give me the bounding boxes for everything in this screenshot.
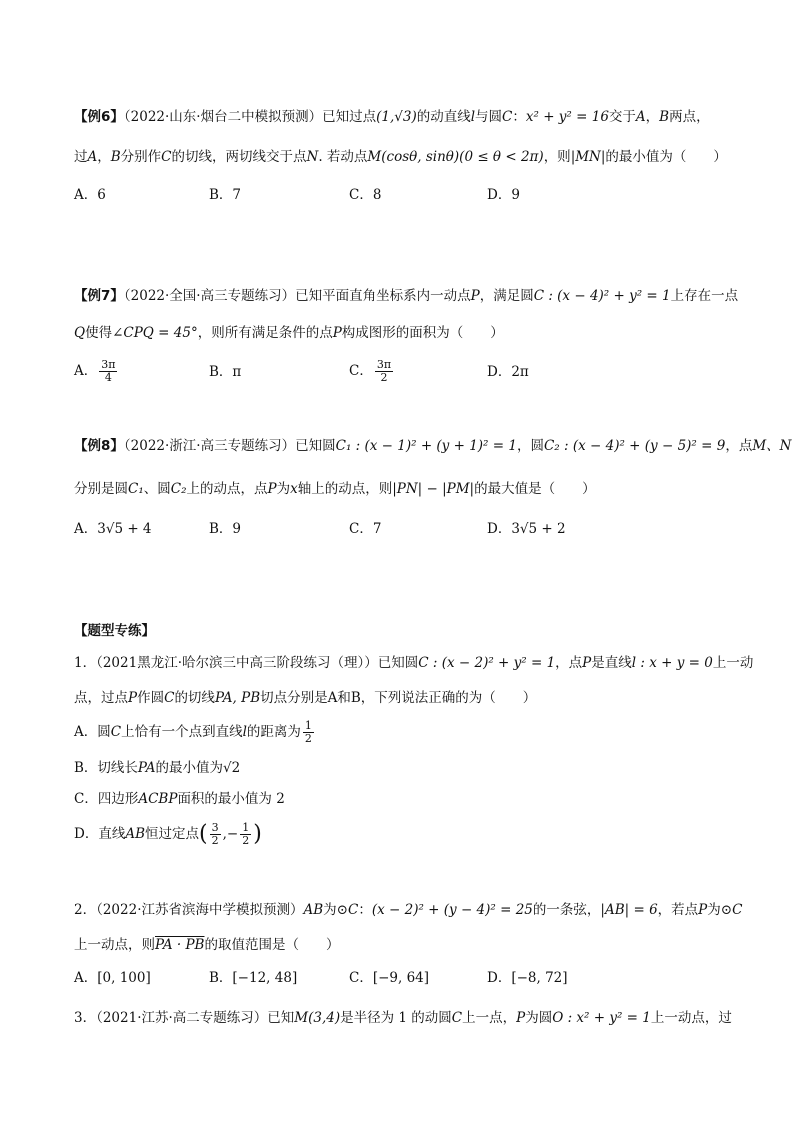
q1-option-a: A．圆C上恰有一个点到直线l的距离为 $\frac{1}{2}$ (74, 719, 312, 745)
q1-line-eq: l : x + y = 0 (631, 655, 713, 671)
ex6-tag: 【例6】 (74, 109, 124, 125)
ex8-line-2: 分别是圆C₁、圆C₂上的动点，点P为x轴上的动点，则|PN| − |PM|的最大值是（ ） (74, 481, 596, 497)
ex6-option-c: C．8 (349, 187, 382, 203)
ex6-moving-point: (cosθ, sinθ)(0 ≤ θ < 2π) (381, 149, 544, 165)
q2-option-a: A．[0, 100] (74, 970, 151, 986)
ex7-angle: ∠CPQ = 45° (112, 325, 198, 341)
ex7-circle-eq: C : (x − 4)² + y² = 1 (533, 288, 671, 304)
ex7-option-b: B．π (209, 364, 242, 380)
q1-line-2: 点，过点P作圆C的切线PA, PB切点分别是A和B，下列说法正确的为（ ） (74, 690, 537, 706)
ex6-source: （2022·山东·烟台二中模拟预测） (123, 109, 323, 125)
fraction: $\frac{3}{2}$ (211, 821, 219, 847)
ex6-line-2: 过A，B分别作C的切线，两切线交于点N. 若动点M(cosθ, sinθ)(0 ≤ θ < 2π)，则|MN|的最小值为（ ） (74, 149, 727, 165)
practice-heading: 【题型专练】 (74, 623, 155, 639)
q1-line-1: 1．（2021黑龙江·哈尔滨三中高三阶段练习（理））已知圆C : (x − 2)² + y² = 1，点P是直线l : x + y = 0上一动 (74, 655, 754, 671)
ex7-tag: 【例7】 (74, 288, 124, 304)
ex8-option-a: A．3√5 + 4 (74, 521, 152, 537)
q1-circle-eq: C : (x − 2)² + y² = 1 (418, 655, 556, 671)
ex7-option-d: D．2π (487, 364, 529, 380)
q3-source: （2021·江苏·高二专题练习） (96, 1010, 268, 1026)
ex8-option-c: C．7 (349, 521, 382, 537)
ex8-circle1-eq: C₁ : (x − 1)² + (y + 1)² = 1 (335, 438, 517, 454)
q2-option-d: D．[−8, 72] (487, 970, 568, 986)
ex8-option-d: D．3√5 + 2 (487, 521, 566, 537)
ex7-option-a: A． $\frac{3\pi}{4}$ (74, 358, 116, 384)
ex7-line-2: Q使得∠CPQ = 45°，则所有满足条件的点P构成图形的面积为（ ） (74, 325, 504, 341)
q1-source: （2021黑龙江·哈尔滨三中高三阶段练习（理）） (96, 655, 378, 671)
ex8-circle2-eq: C₂ : (x − 4)² + (y − 5)² = 9 (543, 438, 726, 454)
q2-line-1: 2．（2022·江苏省滨海中学模拟预测）AB为⊙C：(x − 2)² + (y − 4)² = 25的一条弦，|AB| = 6，若点P为⊙C (74, 902, 743, 918)
ex8-expression: |PN| − |PM| (392, 481, 475, 497)
ex7-line-1: 【例7】（2022·全国·高三专题练习）已知平面直角坐标系内一动点P，满足圆C : (x − 4)² + y² = 1上存在一点 (74, 288, 739, 304)
q2-circle-eq: (x − 2)² + (y − 4)² = 25 (371, 902, 533, 918)
ex6-circle-eq: x² + y² = 16 (525, 109, 609, 125)
q2-dot-product: PA · PB (155, 937, 205, 953)
fraction: $\frac{1}{2}$ (242, 821, 250, 847)
q2-line-2: 上一动点，则PA · PB的取值范围是（ ） (74, 937, 340, 953)
q3-circle-eq: O : x² + y² = 1 (552, 1010, 651, 1026)
q2-option-c: C．[−9, 64] (349, 970, 430, 986)
fraction: $\frac{3\pi}{2}$ (376, 358, 392, 384)
ex8-source: （2022·浙江·高三专题练习） (123, 438, 296, 454)
ex6-option-a: A．6 (74, 187, 106, 203)
q2-option-b: B．[−12, 48] (209, 970, 298, 986)
q3-line-1: 3．（2021·江苏·高二专题练习）已知M(3,4)是半径为 1 的动圆C上一点，P为圆O : x² + y² = 1上一动点，过 (74, 1010, 732, 1026)
ex6-point: (1,√3) (376, 109, 417, 125)
ex8-line-1: 【例8】（2022·浙江·高三专题练习）已知圆C₁ : (x − 1)² + (y + 1)² = 1，圆C₂ : (x − 4)² + (y − 5)² = 9，点M、N (74, 438, 792, 454)
ex8-option-b: B．9 (209, 521, 242, 537)
ex6-option-b: B．7 (209, 187, 242, 203)
ex6-line-1: 【例6】（2022·山东·烟台二中模拟预测）已知过点(1,√3)的动直线l与圆C：x² + y² = 16交于A，B两点， (74, 109, 710, 125)
ex7-option-c: C． $\frac{3\pi}{2}$ (349, 358, 392, 384)
fraction: $\frac{1}{2}$ (304, 719, 312, 745)
ex6-mn: |MN| (570, 149, 606, 165)
ex8-tag: 【例8】 (74, 438, 124, 454)
fraction: $\frac{3\pi}{4}$ (101, 358, 116, 384)
q1-option-c: C．四边形ACBP面积的最小值为 2 (74, 791, 285, 807)
ex6-option-d: D．9 (487, 187, 520, 203)
q1-option-d: D．直线AB恒过定点( $\frac{3}{2}$ ,− $\frac{1}{2}$ ) (74, 821, 262, 847)
q2-source: （2022·江苏省滨海中学模拟预测） (96, 902, 304, 918)
ex7-source: （2022·全国·高三专题练习） (123, 288, 296, 304)
q1-option-b: B．切线长PA的最小值为√2 (74, 760, 241, 776)
